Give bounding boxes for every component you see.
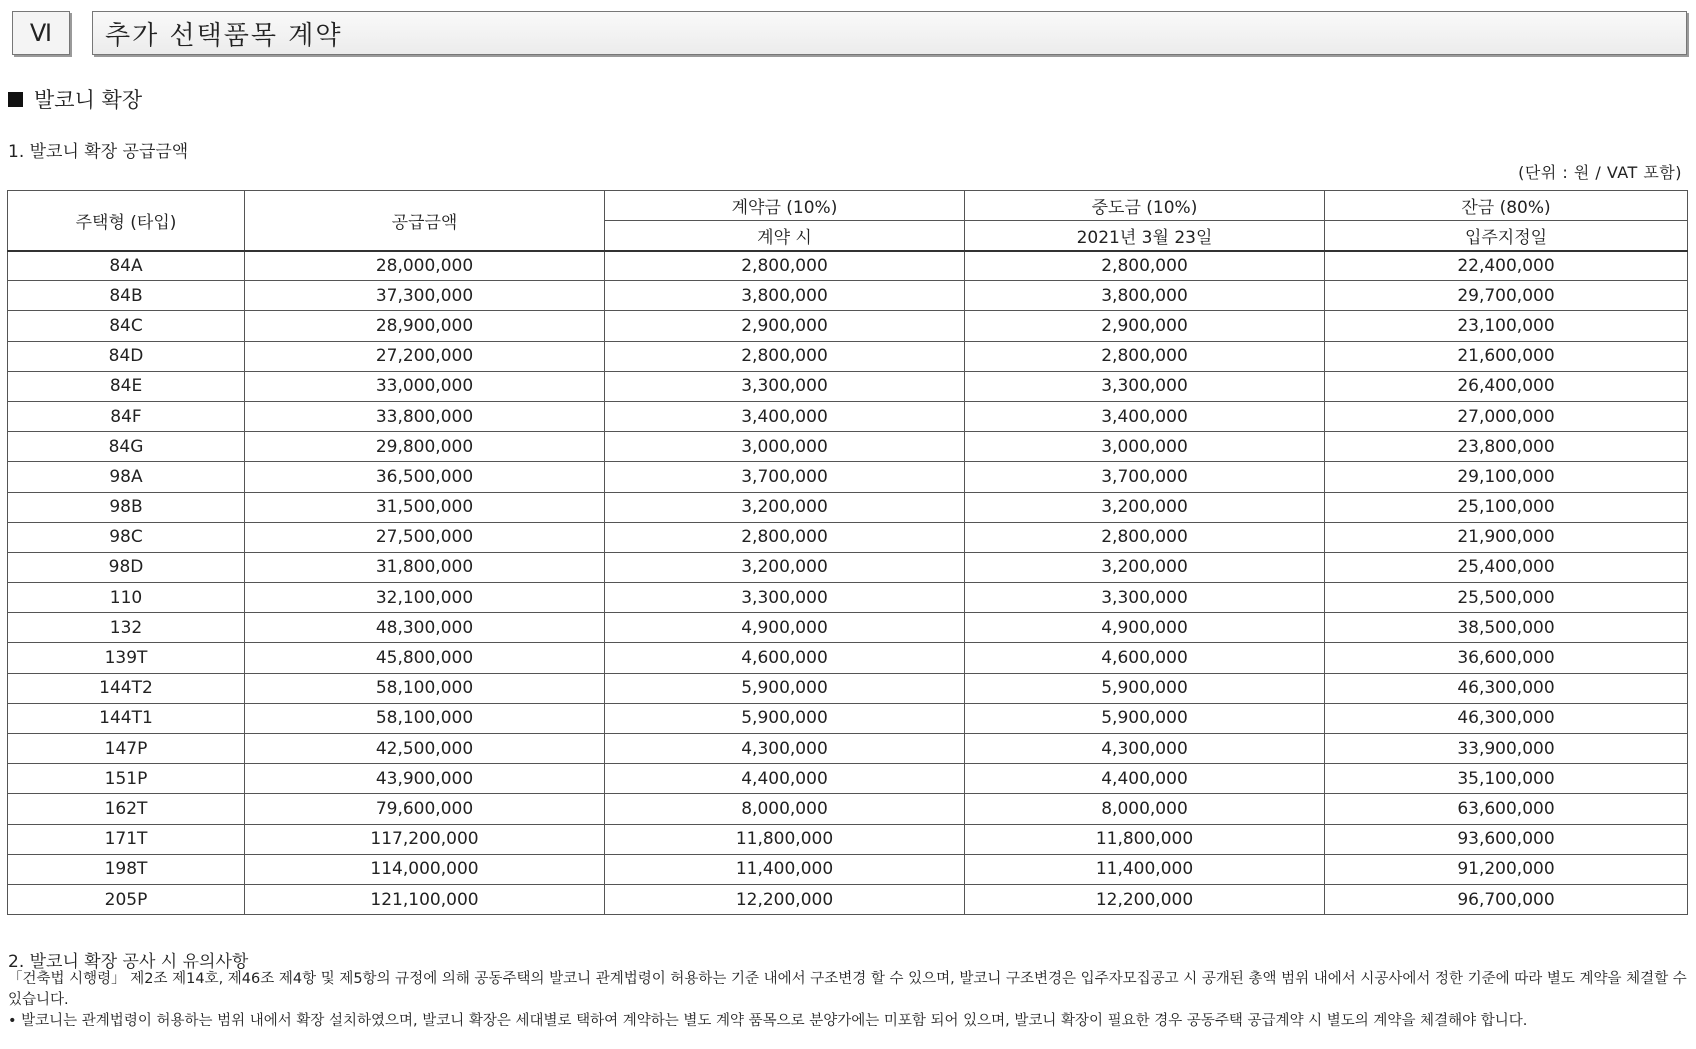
cell-type: 84A [8, 251, 245, 281]
cell-type: 132 [8, 613, 245, 643]
cell-type: 84D [8, 341, 245, 371]
cell-type: 147P [8, 734, 245, 764]
cell-deposit: 3,200,000 [605, 552, 965, 582]
cell-deposit: 2,800,000 [605, 341, 965, 371]
header-deposit-when: 계약 시 [605, 221, 965, 251]
cell-type: 98D [8, 552, 245, 582]
cell-supply: 37,300,000 [245, 281, 605, 311]
cell-middle: 4,900,000 [965, 613, 1325, 643]
section-title: 추가 선택품목 계약 [105, 20, 343, 51]
cell-middle: 3,300,000 [965, 583, 1325, 613]
cell-middle: 3,400,000 [965, 401, 1325, 431]
table-row [8, 492, 1688, 522]
cell-supply: 27,500,000 [245, 522, 605, 552]
cell-middle: 3,800,000 [965, 281, 1325, 311]
table-row [8, 643, 1688, 673]
cell-middle: 2,800,000 [965, 522, 1325, 552]
unit-note: (단위 : 원 / VAT 포함) [1518, 163, 1682, 182]
cell-middle: 11,800,000 [965, 824, 1325, 854]
cell-balance: 36,600,000 [1325, 643, 1688, 673]
cell-middle: 4,300,000 [965, 734, 1325, 764]
cell-supply: 29,800,000 [245, 432, 605, 462]
header-middle-when: 2021년 3월 23일 [965, 221, 1325, 251]
section-number-box [12, 11, 70, 55]
table-row [8, 854, 1688, 884]
table-row [8, 462, 1688, 492]
cell-deposit: 5,900,000 [605, 703, 965, 733]
cell-deposit: 4,600,000 [605, 643, 965, 673]
table-row [8, 552, 1688, 582]
cell-supply: 33,000,000 [245, 371, 605, 401]
heading [8, 84, 142, 114]
cell-deposit: 3,200,000 [605, 492, 965, 522]
cell-supply: 43,900,000 [245, 764, 605, 794]
table-row [8, 432, 1688, 462]
cell-type: 198T [8, 854, 245, 884]
cell-balance: 91,200,000 [1325, 854, 1688, 884]
table-header [8, 191, 1688, 251]
table-row [8, 613, 1688, 643]
header-type: 주택형 (타입) [8, 191, 245, 251]
cell-balance: 25,400,000 [1325, 552, 1688, 582]
cell-supply: 28,900,000 [245, 311, 605, 341]
cell-type: 98B [8, 492, 245, 522]
cell-balance: 63,600,000 [1325, 794, 1688, 824]
cell-balance: 46,300,000 [1325, 673, 1688, 703]
cell-supply: 117,200,000 [245, 824, 605, 854]
cell-middle: 3,700,000 [965, 462, 1325, 492]
cell-deposit: 2,800,000 [605, 522, 965, 552]
cell-supply: 27,200,000 [245, 341, 605, 371]
cell-balance: 25,500,000 [1325, 583, 1688, 613]
cell-balance: 29,100,000 [1325, 462, 1688, 492]
table-row [8, 341, 1688, 371]
cell-balance: 96,700,000 [1325, 884, 1688, 914]
cell-deposit: 5,900,000 [605, 673, 965, 703]
header-supply: 공급금액 [245, 191, 605, 251]
table-row [8, 703, 1688, 733]
cell-type: 205P [8, 884, 245, 914]
cell-deposit: 12,200,000 [605, 884, 965, 914]
cell-type: 84F [8, 401, 245, 431]
cell-balance: 35,100,000 [1325, 764, 1688, 794]
table-row [8, 824, 1688, 854]
table-row [8, 401, 1688, 431]
header-deposit: 계약금 (10%) [605, 191, 965, 221]
cell-middle: 2,900,000 [965, 311, 1325, 341]
cell-deposit: 3,400,000 [605, 401, 965, 431]
table-row [8, 583, 1688, 613]
cell-supply: 58,100,000 [245, 673, 605, 703]
table-row [8, 311, 1688, 341]
cell-balance: 27,000,000 [1325, 401, 1688, 431]
cell-type: 110 [8, 583, 245, 613]
cell-middle: 3,300,000 [965, 371, 1325, 401]
cell-supply: 31,500,000 [245, 492, 605, 522]
cell-deposit: 3,300,000 [605, 583, 965, 613]
cell-type: 84G [8, 432, 245, 462]
cell-middle: 3,200,000 [965, 492, 1325, 522]
cell-middle: 4,400,000 [965, 764, 1325, 794]
cell-balance: 93,600,000 [1325, 824, 1688, 854]
cell-type: 151P [8, 764, 245, 794]
table-body [8, 251, 1688, 915]
header-middle: 중도금 (10%) [965, 191, 1325, 221]
cell-supply: 31,800,000 [245, 552, 605, 582]
cell-deposit: 2,900,000 [605, 311, 965, 341]
cell-supply: 48,300,000 [245, 613, 605, 643]
cell-balance: 25,100,000 [1325, 492, 1688, 522]
cell-supply: 32,100,000 [245, 583, 605, 613]
note-paragraph: 「건축법 시행령」 제2조 제14호, 제46조 제4항 및 제5항의 규정에 의해 공동주택의 발코니 관계법령이 허용하는 기준 내에서 구조변경 할 수 있으며, 발코니 구조변경은 입주자모집공고 시 공개된 총액 범위 내에서 시공사에서 정한 기준에 따라 별도 계약을 체결할 수 있습니다. [8, 971, 1687, 1008]
section-title-bar [92, 11, 1687, 55]
cell-balance: 29,700,000 [1325, 281, 1688, 311]
header-balance: 잔금 (80%) [1325, 191, 1688, 221]
cell-type: 144T2 [8, 673, 245, 703]
cell-type: 98C [8, 522, 245, 552]
table-row [8, 673, 1688, 703]
cell-balance: 22,400,000 [1325, 251, 1688, 281]
cell-type: 98A [8, 462, 245, 492]
cell-deposit: 3,700,000 [605, 462, 965, 492]
section-number: Ⅵ [29, 19, 53, 47]
cell-type: 162T [8, 794, 245, 824]
cell-type: 139T [8, 643, 245, 673]
subsection-1-title: 1. 발코니 확장 공급금액 [8, 142, 189, 162]
cell-deposit: 11,400,000 [605, 854, 965, 884]
cell-balance: 38,500,000 [1325, 613, 1688, 643]
cell-supply: 121,100,000 [245, 884, 605, 914]
cell-deposit: 4,300,000 [605, 734, 965, 764]
table-row [8, 281, 1688, 311]
cell-middle: 8,000,000 [965, 794, 1325, 824]
cell-deposit: 3,800,000 [605, 281, 965, 311]
balcony-price-table [7, 190, 1688, 915]
cell-type: 84B [8, 281, 245, 311]
cell-supply: 28,000,000 [245, 251, 605, 281]
cell-deposit: 8,000,000 [605, 794, 965, 824]
cell-balance: 33,900,000 [1325, 734, 1688, 764]
cell-deposit: 4,400,000 [605, 764, 965, 794]
table-row [8, 794, 1688, 824]
cell-balance: 21,600,000 [1325, 341, 1688, 371]
cell-deposit: 4,900,000 [605, 613, 965, 643]
cell-type: 144T1 [8, 703, 245, 733]
cell-supply: 45,800,000 [245, 643, 605, 673]
cell-supply: 36,500,000 [245, 462, 605, 492]
cell-balance: 26,400,000 [1325, 371, 1688, 401]
cell-supply: 79,600,000 [245, 794, 605, 824]
cell-balance: 23,100,000 [1325, 311, 1688, 341]
cell-middle: 11,400,000 [965, 854, 1325, 884]
heading-text: 발코니 확장 [34, 88, 143, 112]
note-bullet: • 발코니는 관계법령이 허용하는 범위 내에서 확장 설치하였으며, 발코니 확장은 세대별로 택하여 계약하는 별도 계약 품목으로 분양가에는 미포함 되어 있으며, 발코니 확장이 필요한 경우 공동주택 공급계약 시 별도의 계약을 체결해야 합니다. [8, 1013, 1528, 1029]
table-row [8, 884, 1688, 914]
cell-middle: 4,600,000 [965, 643, 1325, 673]
subsection-2-title: 2. 발코니 확장 공사 시 유의사항 [8, 952, 249, 972]
table-row [8, 251, 1688, 281]
table-row [8, 522, 1688, 552]
cell-balance: 21,900,000 [1325, 522, 1688, 552]
header-balance-when: 입주지정일 [1325, 221, 1688, 251]
cell-middle: 2,800,000 [965, 251, 1325, 281]
cell-balance: 23,800,000 [1325, 432, 1688, 462]
cell-supply: 42,500,000 [245, 734, 605, 764]
cell-supply: 114,000,000 [245, 854, 605, 884]
table-row [8, 764, 1688, 794]
cell-middle: 5,900,000 [965, 703, 1325, 733]
cell-middle: 5,900,000 [965, 673, 1325, 703]
cell-supply: 58,100,000 [245, 703, 605, 733]
black-square-bullet-icon [8, 92, 23, 107]
cell-type: 84C [8, 311, 245, 341]
cell-middle: 12,200,000 [965, 884, 1325, 914]
cell-middle: 3,200,000 [965, 552, 1325, 582]
cell-deposit: 11,800,000 [605, 824, 965, 854]
cell-deposit: 3,300,000 [605, 371, 965, 401]
table-row [8, 371, 1688, 401]
cell-middle: 3,000,000 [965, 432, 1325, 462]
cell-deposit: 2,800,000 [605, 251, 965, 281]
cell-type: 171T [8, 824, 245, 854]
table-row [8, 734, 1688, 764]
cell-deposit: 3,000,000 [605, 432, 965, 462]
cell-balance: 46,300,000 [1325, 703, 1688, 733]
cell-type: 84E [8, 371, 245, 401]
cell-middle: 2,800,000 [965, 341, 1325, 371]
cell-supply: 33,800,000 [245, 401, 605, 431]
